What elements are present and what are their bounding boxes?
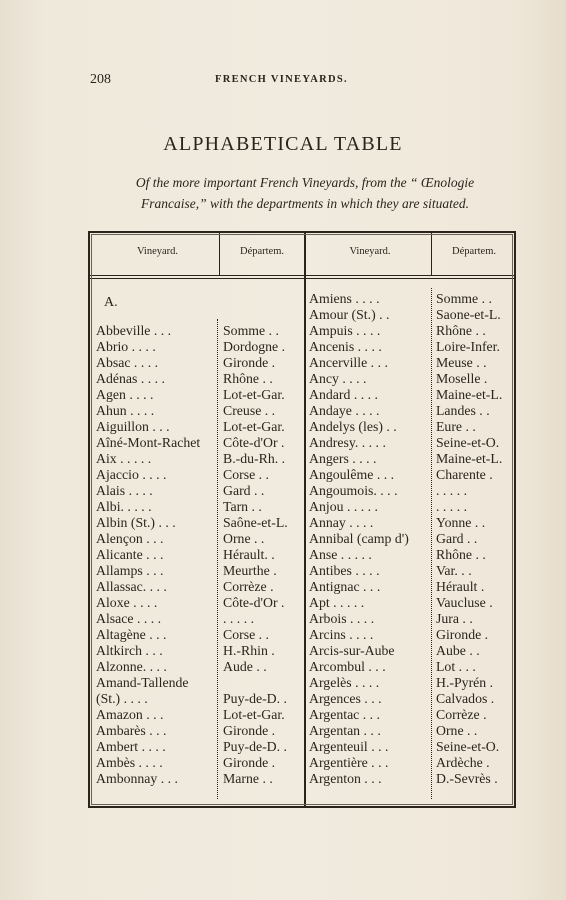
vineyard-cell: Angoumois. . . .: [309, 483, 398, 498]
department-cell: Saône-et-L.: [223, 515, 288, 530]
department-cell: Somme . .: [223, 323, 279, 338]
department-cell: H.-Pyrén .: [436, 675, 494, 690]
vineyard-cell: Alsace . . . .: [96, 611, 162, 626]
dotted-divider-right: [431, 288, 432, 799]
department-cell: . . . . .: [223, 611, 255, 626]
vineyard-cell: Amiens . . . .: [309, 291, 380, 306]
header-vineyard-left: Vineyard.: [136, 246, 179, 257]
vineyard-cell: Ahun . . . .: [96, 403, 155, 418]
department-cell: Seine-et-O.: [436, 435, 500, 450]
department-cell: Vaucluse .: [436, 595, 493, 610]
page-title: ALPHABETICAL TABLE: [163, 133, 403, 155]
department-cell: Gironde .: [436, 627, 489, 642]
department-cell: Lot-et-Gar.: [223, 387, 285, 402]
department-cell: H.-Rhin .: [223, 643, 275, 658]
vineyard-cell: Abrio . . . .: [96, 339, 156, 354]
department-cell: Meuse . .: [436, 355, 487, 370]
vineyard-cell: Antignac . . .: [309, 579, 381, 594]
department-cell: Corse . .: [223, 627, 269, 642]
vineyard-cell: Ambès . . . .: [96, 755, 163, 770]
department-cell: Landes . .: [436, 403, 490, 418]
department-cell: Orne . .: [223, 531, 265, 546]
section-letter: A.: [104, 295, 118, 310]
department-cell: . . . . .: [436, 499, 468, 514]
department-cell: Puy-de-D. .: [223, 691, 287, 706]
vineyard-cell: Alicante . . .: [96, 547, 164, 562]
department-cell: Rhône . .: [223, 371, 273, 386]
department-cell: Aude . .: [223, 659, 267, 674]
department-cell: Ardèche .: [436, 755, 490, 770]
department-cell: Marne . .: [223, 771, 273, 786]
vineyard-cell: Aloxe . . . .: [96, 595, 158, 610]
department-cell: Eure . .: [436, 419, 476, 434]
department-cell: Corrèze .: [223, 579, 274, 594]
vineyard-cell: Arbois . . . .: [309, 611, 375, 626]
vineyard-cell: Andresy. . . . .: [309, 435, 386, 450]
department-cell: Yonne . .: [436, 515, 486, 530]
vineyard-cell: Anse . . . . .: [309, 547, 372, 562]
department-cell: Orne . .: [436, 723, 478, 738]
department-cell: Gironde .: [223, 755, 276, 770]
vineyard-cell: Alençon . . .: [96, 531, 164, 546]
department-cell: Gard . .: [223, 483, 265, 498]
vineyard-cell: Argenton . . .: [309, 771, 382, 786]
header-department-right: Départem.: [451, 246, 497, 257]
vineyard-cell: Altkirch . . .: [96, 643, 163, 658]
header-rule: [90, 275, 514, 276]
vineyard-cell: Arcis-sur-Aube: [309, 643, 395, 658]
department-cell: Aube . .: [436, 643, 480, 658]
department-cell: Hérault. .: [223, 547, 275, 562]
department-cell: Tarn . .: [223, 499, 262, 514]
vineyard-cell: (St.) . . . .: [96, 691, 148, 706]
vineyard-cell: Andelys (les) . .: [309, 419, 397, 434]
department-cell: Hérault .: [436, 579, 485, 594]
vineyard-cell: Argentac . . .: [309, 707, 381, 722]
vineyard-cell: Agen . . . .: [96, 387, 154, 402]
vineyard-cell: Albin (St.) . . .: [96, 515, 176, 530]
running-title: FRENCH VINEYARDS.: [215, 74, 348, 85]
vineyard-cell: Annibal (camp d'): [309, 531, 409, 546]
vineyard-cell: Altagène . . .: [96, 627, 167, 642]
vineyard-cell: Ancy . . . .: [309, 371, 367, 386]
subtitle: [80, 172, 530, 214]
vineyard-cell: Arcins . . . .: [309, 627, 374, 642]
vineyard-cell: Absac . . . .: [96, 355, 159, 370]
header-vineyard-right: Vineyard.: [349, 246, 391, 257]
department-cell: Jura . .: [436, 611, 473, 626]
page-number: 208: [90, 72, 111, 87]
department-cell: D.-Sevrès .: [436, 771, 498, 786]
department-cell: Rhône . .: [436, 547, 486, 562]
department-cell: B.-du-Rh. .: [223, 451, 286, 466]
department-cell: Seine-et-O.: [436, 739, 500, 754]
vineyard-table: [88, 231, 516, 808]
header-rule-double: [90, 278, 514, 279]
header-divider-right: [431, 233, 432, 275]
department-cell: Somme . .: [436, 291, 492, 306]
vineyard-cell: Argentière . . .: [309, 755, 389, 770]
vineyard-cell: Allamps . . .: [96, 563, 164, 578]
vineyard-cell: Ajaccio . . . .: [96, 467, 167, 482]
department-cell: [223, 675, 303, 691]
vineyard-cell: Argenteuil . . .: [309, 739, 389, 754]
vineyard-cell: Ampuis . . . .: [309, 323, 381, 338]
subtitle-line-2: Francaise,” with the departments in which they are situated.: [141, 196, 469, 211]
dotted-divider-left: [217, 319, 218, 799]
vineyard-cell: Adénas . . . .: [96, 371, 165, 386]
subtitle-line-1: Of the more important French Vineyards, from the “ Œnologie: [135, 175, 475, 190]
vineyard-cell: Alzonne. . . .: [96, 659, 167, 674]
vineyard-cell: Aix . . . . .: [96, 451, 152, 466]
vineyard-cell: Apt . . . . .: [309, 595, 365, 610]
vineyard-cell: Arcombul . . .: [309, 659, 386, 674]
header-department-left: Départem.: [239, 246, 285, 257]
center-divider: [304, 233, 306, 806]
department-cell: Charente .: [436, 467, 493, 482]
department-cell: Meurthe .: [223, 563, 277, 578]
department-cell: Moselle .: [436, 371, 488, 386]
vineyard-cell: Albi. . . . .: [96, 499, 152, 514]
vineyard-cell: Alais . . . .: [96, 483, 153, 498]
department-cell: Gironde .: [223, 723, 276, 738]
vineyard-cell: Amand-Tallende: [96, 675, 189, 690]
department-cell: Gironde .: [223, 355, 276, 370]
department-cell: Gard . .: [436, 531, 478, 546]
department-cell: Corse . .: [223, 467, 269, 482]
vineyard-cell: Abbeville . . .: [96, 323, 172, 338]
department-cell: Creuse . .: [223, 403, 276, 418]
vineyard-cell: Argences . . .: [309, 691, 382, 706]
vineyard-cell: Antibes . . . .: [309, 563, 380, 578]
department-cell: Corrèze .: [436, 707, 487, 722]
department-cell: Maine-et-L.: [436, 451, 503, 466]
vineyard-cell: Andard . . . .: [309, 387, 378, 402]
vineyard-cell: Ancenis . . . .: [309, 339, 382, 354]
department-cell: Puy-de-D. .: [223, 739, 287, 754]
department-cell: Dordogne .: [223, 339, 286, 354]
vineyard-cell: Ambonnay . . .: [96, 771, 179, 786]
vineyard-cell: Anjou . . . . .: [309, 499, 378, 514]
department-cell: Loire-Infer.: [436, 339, 500, 354]
vineyard-cell: Annay . . . .: [309, 515, 374, 530]
vineyard-cell: Allassac. . . .: [96, 579, 167, 594]
department-cell: Lot-et-Gar.: [223, 707, 285, 722]
department-cell: Calvados .: [436, 691, 495, 706]
department-cell: Saone-et-L.: [436, 307, 501, 322]
header-divider-left: [219, 233, 220, 275]
department-cell: Lot-et-Gar.: [223, 419, 285, 434]
department-cell: Var. . .: [436, 563, 472, 578]
running-head: [90, 72, 520, 92]
vineyard-cell: Aiguillon . . .: [96, 419, 170, 434]
vineyard-cell: Angers . . . .: [309, 451, 377, 466]
vineyard-cell: Ambarès . . .: [96, 723, 167, 738]
vineyard-cell: Amour (St.) . .: [309, 307, 390, 322]
vineyard-cell: Argentan . . .: [309, 723, 381, 738]
department-cell: Côte-d'Or .: [223, 435, 285, 450]
vineyard-cell: Andaye . . . .: [309, 403, 380, 418]
vineyard-cell: Argelès . . . .: [309, 675, 380, 690]
department-cell: Lot . . .: [436, 659, 476, 674]
department-cell: Côte-d'Or .: [223, 595, 285, 610]
vineyard-cell: Aîné-Mont-Rachet: [96, 435, 201, 450]
vineyard-cell: Ancerville . . .: [309, 355, 388, 370]
vineyard-cell: Ambert . . . .: [96, 739, 166, 754]
department-cell: Rhône . .: [436, 323, 486, 338]
department-cell: Maine-et-L.: [436, 387, 503, 402]
vineyard-cell: Angoulême . . .: [309, 467, 395, 482]
department-cell: . . . . .: [436, 483, 468, 498]
vineyard-cell: Amazon . . .: [96, 707, 164, 722]
